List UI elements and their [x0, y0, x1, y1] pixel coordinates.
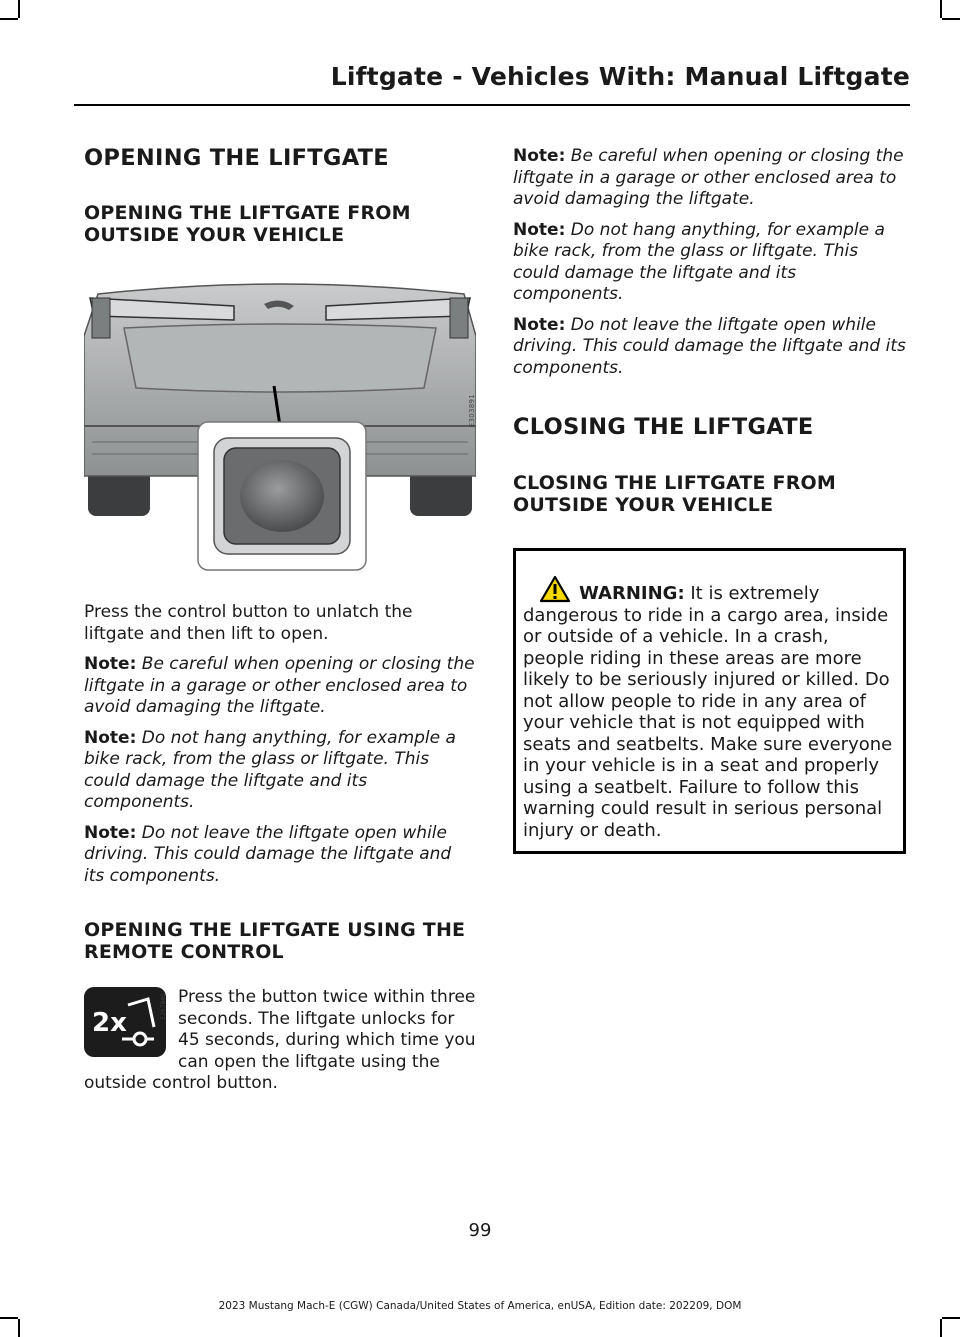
remote-liftgate-icon: [84, 987, 166, 1057]
crop-mark: [18, 0, 20, 18]
page-header-title: Liftgate - Vehicles With: Manual Liftgate: [330, 62, 910, 91]
note-text: Do not leave the liftgate open while driving. This could damage the liftgate and its components.: [84, 822, 452, 886]
note-text: Do not hang anything, for example a bike rack, from the glass or liftgate. This could damage the liftgate and its components.: [84, 727, 456, 812]
note-label: Note:: [513, 219, 566, 240]
subsection-heading: OPENING THE LIFTGATE FROM OUTSIDE YOUR VEHICLE: [84, 202, 411, 246]
subsection-heading: CLOSING THE LIFTGATE FROM OUTSIDE YOUR VEHICLE: [513, 472, 837, 516]
remote-icon-label: 2x: [92, 1008, 127, 1038]
warning-text: It is extremely dangerous to ride in a cargo area, inside or outside of a vehicle. In a crash, people riding in these areas are more likely to be seriously injured or killed. Do not allow people to ride in any area of your vehicle that is not equipped with seats and seatbelts. Make sure everyone in your vehicle is in a seat and properly using a seatbelt. Failure to follow this warning could result in serious personal injury or death.: [523, 583, 893, 841]
crop-mark: [942, 1317, 960, 1319]
crop-mark: [0, 1317, 18, 1319]
right-column: [513, 146, 906, 854]
section-heading: OPENING THE LIFTGATE: [84, 145, 389, 171]
figure-code: E303891: [468, 394, 476, 428]
note-label: Note:: [84, 727, 137, 748]
subsection-heading: OPENING THE LIFTGATE USING THE REMOTE CONTROL: [84, 919, 466, 963]
note-paragraph: [84, 823, 476, 888]
crop-mark: [0, 18, 18, 20]
note-label: Note:: [513, 146, 566, 166]
note-text: Be careful when opening or closing the liftgate in a garage or other enclosed area to avoid damaging the liftgate.: [84, 654, 475, 717]
liftgate-illustration: [84, 276, 476, 572]
note-paragraph: [513, 315, 906, 380]
footer-edition-text: 2023 Mustang Mach-E (CGW) Canada/United States of America, enUSA, Edition date: 202209, DOM: [218, 1300, 742, 1312]
note-paragraph: [84, 728, 476, 814]
remote-paragraph: Press the button twice within three seconds. The liftgate unlocks for 45 seconds, during which time you can open the liftgate using the outside control button.: [84, 987, 476, 1093]
crop-mark: [942, 18, 960, 20]
crop-mark: [18, 1319, 20, 1337]
vehicle-rear-illustration: [84, 276, 476, 572]
note-label: Note:: [84, 654, 137, 674]
note-text: Do not hang anything, for example a bike rack, from the glass or liftgate. This could damage the liftgate and its components.: [513, 219, 885, 304]
note-text: Be careful when opening or closing the liftgate in a garage or other enclosed area to avoid damaging the liftgate.: [513, 146, 904, 209]
note-label: Note:: [513, 314, 566, 335]
note-label: Note:: [84, 822, 137, 843]
crop-mark: [940, 1319, 942, 1337]
page-number: 99: [468, 1220, 492, 1241]
warning-label: WARNING:: [579, 583, 685, 604]
figure-code: E267940: [160, 993, 167, 1020]
crop-mark: [940, 0, 942, 18]
left-column: [84, 146, 476, 1095]
note-paragraph: [84, 654, 476, 719]
header-divider: [74, 104, 910, 106]
remote-instruction: [84, 987, 476, 1095]
note-paragraph: [513, 146, 906, 211]
note-paragraph: [513, 220, 906, 306]
section-heading: CLOSING THE LIFTGATE: [513, 414, 814, 440]
warning-paragraph: [523, 575, 895, 841]
warning-box: [513, 548, 906, 854]
warning-icon: [539, 575, 571, 603]
intro-paragraph: Press the control button to unlatch the liftgate and then lift to open.: [84, 602, 413, 644]
note-text: Do not leave the liftgate open while driving. This could damage the liftgate and its components.: [513, 314, 906, 378]
